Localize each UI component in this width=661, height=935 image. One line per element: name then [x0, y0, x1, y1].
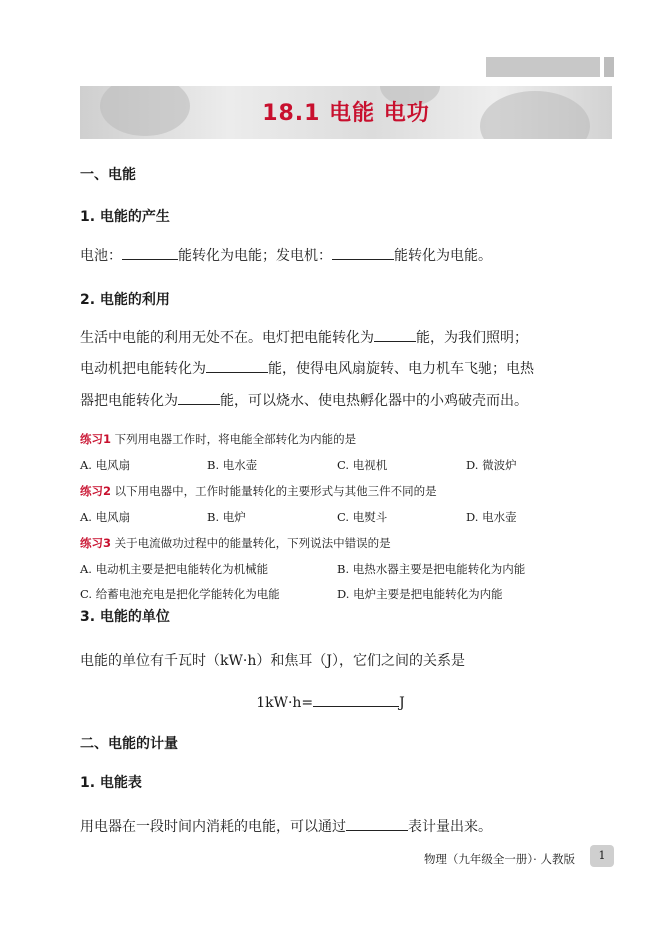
footer-book-info: 物理（九年级全一册）· 人教版 [423, 852, 575, 866]
section-heading-1: 一、电能 [80, 167, 136, 183]
option-d[interactable]: D. 电水壶 [466, 510, 517, 524]
exercise-question-text: 关于电流做功过程中的能量转化，下列说法中错误的是 [114, 536, 391, 550]
exercise-2-question [80, 483, 437, 499]
text-segment: 能转化为电能；发电机： [178, 248, 332, 264]
fill-blank[interactable] [332, 245, 394, 260]
text-segment: 能，可以烧水、使电热孵化器中的小鸡破壳而出。 [220, 393, 528, 409]
text-segment: 器把电能转化为 [80, 393, 178, 409]
exercise-3-question [80, 535, 391, 551]
option-a[interactable]: A. 电动机主要是把电能转化为机械能 [80, 562, 269, 576]
text-segment: 能转化为电能。 [394, 248, 492, 264]
option-b[interactable]: B. 电炉 [207, 510, 246, 524]
exercise-label: 练习1 [80, 432, 112, 446]
exercise-label: 练习2 [80, 484, 112, 498]
paragraph-usage-line2 [80, 358, 534, 378]
fill-blank[interactable] [122, 245, 178, 260]
paragraph-usage-line3 [80, 390, 528, 410]
section-heading-2: 二、电能的计量 [80, 736, 178, 752]
option-a[interactable]: A. 电风扇 [80, 458, 131, 472]
text-segment: 能，为我们照明； [416, 330, 528, 346]
text-segment: 用电器在一段时间内消耗的电能，可以通过 [80, 819, 346, 835]
page-number: 1 [590, 845, 614, 867]
fill-blank[interactable] [178, 390, 220, 405]
header-decor-bar [486, 57, 600, 77]
page-title: 18.1 电能 电功 [262, 101, 430, 126]
subsection-heading-1-3: 3. 电能的单位 [80, 609, 170, 625]
text-segment: J [399, 695, 405, 711]
option-b[interactable]: B. 电热水器主要是把电能转化为内能 [337, 562, 526, 576]
paragraph-energy-source [80, 245, 492, 265]
option-c[interactable]: C. 电视机 [337, 458, 388, 472]
fill-blank[interactable] [374, 327, 416, 342]
paragraph-units: 电能的单位有千瓦时（kW·h）和焦耳（J），它们之间的关系是 [80, 653, 465, 669]
option-a[interactable]: A. 电风扇 [80, 510, 131, 524]
fill-blank[interactable] [346, 816, 408, 831]
fill-blank[interactable] [206, 358, 268, 373]
text-segment: 生活中电能的利用无处不在。电灯把电能转化为 [80, 330, 374, 346]
option-c[interactable]: C. 给蓄电池充电是把化学能转化为电能 [80, 587, 280, 601]
title-banner [80, 86, 612, 139]
subsection-heading-1-2: 2. 电能的利用 [80, 292, 170, 308]
text-segment: 电动机把电能转化为 [80, 361, 206, 377]
subsection-heading-1-1: 1. 电能的产生 [80, 209, 170, 225]
subsection-heading-2-1: 1. 电能表 [80, 775, 142, 791]
option-d[interactable]: D. 微波炉 [466, 458, 517, 472]
exercise-1-question [80, 431, 356, 447]
option-b[interactable]: B. 电水壶 [207, 458, 258, 472]
text-segment: 表计量出来。 [408, 819, 492, 835]
option-d[interactable]: D. 电炉主要是把电能转化为内能 [337, 587, 503, 601]
paragraph-usage-line1 [80, 327, 528, 347]
fill-blank[interactable] [313, 692, 399, 707]
exercise-question-text: 以下用电器中，工作时能量转化的主要形式与其他三件不同的是 [114, 484, 437, 498]
exercise-question-text: 下列用电器工作时，将电能全部转化为内能的是 [114, 432, 357, 446]
text-segment: 电池： [80, 248, 122, 264]
option-c[interactable]: C. 电熨斗 [337, 510, 388, 524]
header-decor-tab [604, 57, 614, 77]
text-segment: 1kW·h= [256, 695, 314, 711]
text-segment: 能，使得电风扇旋转、电力机车飞驰；电热 [268, 361, 534, 377]
paragraph-meter [80, 816, 492, 836]
unit-formula [0, 692, 661, 711]
exercise-label: 练习3 [80, 536, 112, 550]
